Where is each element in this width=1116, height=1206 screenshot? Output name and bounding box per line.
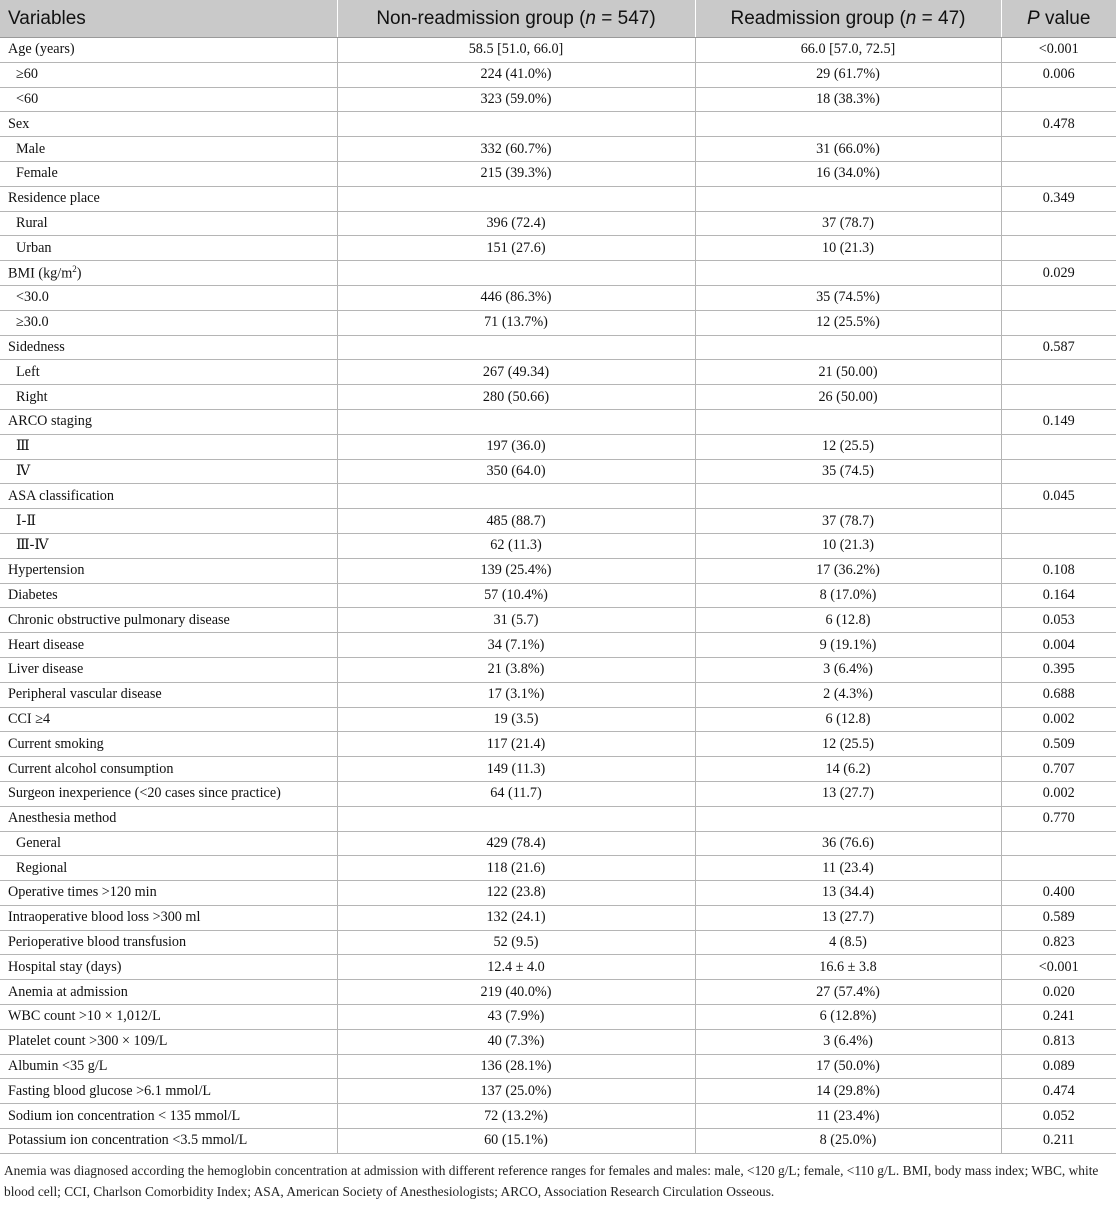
- table-row: [0, 930, 1116, 955]
- table-row: [0, 484, 1116, 509]
- readmission-value: 2 (4.3%): [695, 682, 1001, 707]
- readmission-value: [695, 186, 1001, 211]
- non-readmission-value: [337, 335, 695, 360]
- table-row: [0, 1104, 1116, 1129]
- readmission-value: 35 (74.5%): [695, 285, 1001, 310]
- table-row: [0, 335, 1116, 360]
- table-row: [0, 236, 1116, 261]
- readmission-value: [695, 261, 1001, 286]
- table-header-row: [0, 0, 1116, 38]
- non-readmission-value: 57 (10.4%): [337, 583, 695, 608]
- p-value: 0.004: [1001, 633, 1116, 658]
- row-label: Right: [0, 385, 337, 410]
- p-value: [1001, 533, 1116, 558]
- non-readmission-value: 58.5 [51.0, 66.0]: [337, 38, 695, 63]
- header-p-value: P value: [1001, 0, 1116, 38]
- readmission-value: 10 (21.3): [695, 236, 1001, 261]
- readmission-value: 16.6 ± 3.8: [695, 955, 1001, 980]
- non-readmission-value: 267 (49.34): [337, 360, 695, 385]
- readmission-value: 8 (25.0%): [695, 1129, 1001, 1154]
- non-readmission-value: 43 (7.9%): [337, 1005, 695, 1030]
- table-row: [0, 112, 1116, 137]
- table-row: [0, 881, 1116, 906]
- row-label: Intraoperative blood loss >300 ml: [0, 905, 337, 930]
- p-value: 0.002: [1001, 707, 1116, 732]
- table-row: [0, 409, 1116, 434]
- row-label: Ⅲ-Ⅳ: [0, 533, 337, 558]
- readmission-value: 37 (78.7): [695, 211, 1001, 236]
- non-readmission-value: 64 (11.7): [337, 781, 695, 806]
- non-readmission-value: [337, 806, 695, 831]
- row-label: Peripheral vascular disease: [0, 682, 337, 707]
- p-value: 0.006: [1001, 62, 1116, 87]
- p-value: 0.823: [1001, 930, 1116, 955]
- table-row: [0, 87, 1116, 112]
- readmission-value: [695, 484, 1001, 509]
- p-value: [1001, 87, 1116, 112]
- p-value: [1001, 385, 1116, 410]
- table-row: [0, 682, 1116, 707]
- row-label: ASA classification: [0, 484, 337, 509]
- row-label: <60: [0, 87, 337, 112]
- non-readmission-value: 350 (64.0): [337, 459, 695, 484]
- table-row: [0, 558, 1116, 583]
- non-readmission-value: 485 (88.7): [337, 509, 695, 534]
- row-label: Current alcohol consumption: [0, 757, 337, 782]
- table-row: [0, 38, 1116, 63]
- p-value: 0.149: [1001, 409, 1116, 434]
- p-value: 0.400: [1001, 881, 1116, 906]
- table-row: [0, 459, 1116, 484]
- readmission-value: 17 (36.2%): [695, 558, 1001, 583]
- row-label: Residence place: [0, 186, 337, 211]
- table-row: [0, 583, 1116, 608]
- table-row: [0, 707, 1116, 732]
- row-label: Platelet count >300 × 109/L: [0, 1029, 337, 1054]
- p-value: [1001, 434, 1116, 459]
- readmission-value: 4 (8.5): [695, 930, 1001, 955]
- p-value: 0.587: [1001, 335, 1116, 360]
- readmission-value: 17 (50.0%): [695, 1054, 1001, 1079]
- row-label: ≥30.0: [0, 310, 337, 335]
- row-label: Diabetes: [0, 583, 337, 608]
- non-readmission-value: 139 (25.4%): [337, 558, 695, 583]
- non-readmission-value: 122 (23.8): [337, 881, 695, 906]
- p-value: 0.045: [1001, 484, 1116, 509]
- table-row: [0, 509, 1116, 534]
- row-label: Fasting blood glucose >6.1 mmol/L: [0, 1079, 337, 1104]
- p-value: [1001, 236, 1116, 261]
- non-readmission-value: 71 (13.7%): [337, 310, 695, 335]
- non-readmission-value: 396 (72.4): [337, 211, 695, 236]
- table-footnote: Anemia was diagnosed according the hemoglobin concentration at admission with different reference ranges for females and males: male, <120 g/L; female, <110 g/L. BMI, body mass index; WBC, white blood cell; CCI, Charlson Comorbidity Index; ASA, American Society of Anesthesiologists; ARCO, Association Research Circulation Osseous.: [4, 1162, 1099, 1199]
- row-label: Sodium ion concentration < 135 mmol/L: [0, 1104, 337, 1129]
- readmission-value: 36 (76.6): [695, 831, 1001, 856]
- p-value: [1001, 310, 1116, 335]
- p-value: 0.053: [1001, 608, 1116, 633]
- non-readmission-value: 215 (39.3%): [337, 161, 695, 186]
- non-readmission-value: 280 (50.66): [337, 385, 695, 410]
- p-value: [1001, 509, 1116, 534]
- readmission-value: 21 (50.00): [695, 360, 1001, 385]
- header-readmission: Readmission group (n = 47): [695, 0, 1001, 38]
- table-row: [0, 1129, 1116, 1154]
- non-readmission-value: 429 (78.4): [337, 831, 695, 856]
- p-value: 0.020: [1001, 980, 1116, 1005]
- non-readmission-value: 224 (41.0%): [337, 62, 695, 87]
- readmission-value: 14 (6.2): [695, 757, 1001, 782]
- p-value: [1001, 161, 1116, 186]
- non-readmission-value: 52 (9.5): [337, 930, 695, 955]
- row-label: ≥60: [0, 62, 337, 87]
- table-row: [0, 955, 1116, 980]
- row-label: ARCO staging: [0, 409, 337, 434]
- non-readmission-value: 197 (36.0): [337, 434, 695, 459]
- non-readmission-value: 149 (11.3): [337, 757, 695, 782]
- row-label: Urban: [0, 236, 337, 261]
- table-row: [0, 757, 1116, 782]
- readmission-value: 3 (6.4%): [695, 657, 1001, 682]
- p-value: 0.108: [1001, 558, 1116, 583]
- p-value: 0.164: [1001, 583, 1116, 608]
- p-value: [1001, 856, 1116, 881]
- table-row: [0, 608, 1116, 633]
- row-label: Potassium ion concentration <3.5 mmol/L: [0, 1129, 337, 1154]
- readmission-value: 35 (74.5): [695, 459, 1001, 484]
- readmission-value: [695, 112, 1001, 137]
- row-label: WBC count >10 × 1,012/L: [0, 1005, 337, 1030]
- p-value: <0.001: [1001, 38, 1116, 63]
- table-row: [0, 186, 1116, 211]
- non-readmission-value: 12.4 ± 4.0: [337, 955, 695, 980]
- p-value: 0.395: [1001, 657, 1116, 682]
- table-row: [0, 980, 1116, 1005]
- row-label: Liver disease: [0, 657, 337, 682]
- readmission-value: 16 (34.0%): [695, 161, 1001, 186]
- row-label: Heart disease: [0, 633, 337, 658]
- non-readmission-value: 31 (5.7): [337, 608, 695, 633]
- readmission-value: 27 (57.4%): [695, 980, 1001, 1005]
- non-readmission-value: 132 (24.1): [337, 905, 695, 930]
- p-value: 0.474: [1001, 1079, 1116, 1104]
- table-row: [0, 1079, 1116, 1104]
- p-value: 0.813: [1001, 1029, 1116, 1054]
- p-value: 0.509: [1001, 732, 1116, 757]
- readmission-value: 18 (38.3%): [695, 87, 1001, 112]
- table-row: [0, 62, 1116, 87]
- p-value: 0.478: [1001, 112, 1116, 137]
- row-label: Current smoking: [0, 732, 337, 757]
- non-readmission-value: 219 (40.0%): [337, 980, 695, 1005]
- readmission-value: 10 (21.3): [695, 533, 1001, 558]
- row-label: Male: [0, 137, 337, 162]
- readmission-value: 11 (23.4%): [695, 1104, 1001, 1129]
- non-readmission-value: 332 (60.7%): [337, 137, 695, 162]
- readmission-value: 6 (12.8): [695, 707, 1001, 732]
- readmission-value: 26 (50.00): [695, 385, 1001, 410]
- table-body: [0, 38, 1116, 1154]
- row-label: BMI $(kg/m^2)$: [0, 261, 337, 286]
- readmission-value: 29 (61.7%): [695, 62, 1001, 87]
- table-row: [0, 261, 1116, 286]
- header-non-readmission: Non-readmission group (n = 547): [337, 0, 695, 38]
- table-row: [0, 434, 1116, 459]
- non-readmission-value: [337, 484, 695, 509]
- p-value: 0.089: [1001, 1054, 1116, 1079]
- row-label: General: [0, 831, 337, 856]
- non-readmission-value: 40 (7.3%): [337, 1029, 695, 1054]
- non-readmission-value: 137 (25.0%): [337, 1079, 695, 1104]
- table-row: [0, 137, 1116, 162]
- readmission-value: [695, 806, 1001, 831]
- table-row: [0, 781, 1116, 806]
- non-readmission-value: 446 (86.3%): [337, 285, 695, 310]
- p-value: [1001, 459, 1116, 484]
- table-row: [0, 285, 1116, 310]
- readmission-value: 8 (17.0%): [695, 583, 1001, 608]
- readmission-value: 37 (78.7): [695, 509, 1001, 534]
- non-readmission-value: 117 (21.4): [337, 732, 695, 757]
- row-label: Age (years): [0, 38, 337, 63]
- row-label: <30.0: [0, 285, 337, 310]
- row-label: Operative times >120 min: [0, 881, 337, 906]
- table-row: [0, 1054, 1116, 1079]
- table-row: [0, 385, 1116, 410]
- row-label: Regional: [0, 856, 337, 881]
- table-row: [0, 211, 1116, 236]
- row-label: Perioperative blood transfusion: [0, 930, 337, 955]
- non-readmission-value: [337, 261, 695, 286]
- row-label: Ⅳ: [0, 459, 337, 484]
- table-row: [0, 831, 1116, 856]
- p-value: [1001, 360, 1116, 385]
- readmission-value: 13 (34.4): [695, 881, 1001, 906]
- p-value: 0.241: [1001, 1005, 1116, 1030]
- p-value: <0.001: [1001, 955, 1116, 980]
- readmission-value: 12 (25.5): [695, 434, 1001, 459]
- row-label: Albumin <35 g/L: [0, 1054, 337, 1079]
- readmission-value: 12 (25.5): [695, 732, 1001, 757]
- p-value: 0.002: [1001, 781, 1116, 806]
- readmission-value: [695, 335, 1001, 360]
- non-readmission-value: 60 (15.1%): [337, 1129, 695, 1154]
- readmission-value: 6 (12.8%): [695, 1005, 1001, 1030]
- readmission-value: 12 (25.5%): [695, 310, 1001, 335]
- p-value: [1001, 831, 1116, 856]
- readmission-value: 6 (12.8): [695, 608, 1001, 633]
- table-row: [0, 161, 1116, 186]
- p-value: 0.688: [1001, 682, 1116, 707]
- table-row: [0, 633, 1116, 658]
- non-readmission-value: 17 (3.1%): [337, 682, 695, 707]
- p-value: 0.029: [1001, 261, 1116, 286]
- header-variables: Variables: [0, 0, 337, 38]
- row-label: Anemia at admission: [0, 980, 337, 1005]
- non-readmission-value: 118 (21.6): [337, 856, 695, 881]
- row-label: Female: [0, 161, 337, 186]
- p-value: 0.707: [1001, 757, 1116, 782]
- p-value: [1001, 137, 1116, 162]
- row-label: Sex: [0, 112, 337, 137]
- non-readmission-value: [337, 186, 695, 211]
- non-readmission-value: 323 (59.0%): [337, 87, 695, 112]
- p-value: 0.052: [1001, 1104, 1116, 1129]
- p-value: 0.211: [1001, 1129, 1116, 1154]
- table-row: [0, 1029, 1116, 1054]
- readmission-value: 13 (27.7): [695, 781, 1001, 806]
- readmission-value: 11 (23.4): [695, 856, 1001, 881]
- table-row: [0, 1005, 1116, 1030]
- non-readmission-value: 72 (13.2%): [337, 1104, 695, 1129]
- readmission-value: 13 (27.7): [695, 905, 1001, 930]
- p-value: 0.770: [1001, 806, 1116, 831]
- row-label: Rural: [0, 211, 337, 236]
- table-row: [0, 310, 1116, 335]
- non-readmission-value: 62 (11.3): [337, 533, 695, 558]
- p-value: [1001, 285, 1116, 310]
- row-label: Sidedness: [0, 335, 337, 360]
- readmission-value: 9 (19.1%): [695, 633, 1001, 658]
- readmission-value: 31 (66.0%): [695, 137, 1001, 162]
- row-label: Left: [0, 360, 337, 385]
- non-readmission-value: 21 (3.8%): [337, 657, 695, 682]
- row-label: Hospital stay (days): [0, 955, 337, 980]
- row-label: Hypertension: [0, 558, 337, 583]
- row-label: Chronic obstructive pulmonary disease: [0, 608, 337, 633]
- table-row: [0, 360, 1116, 385]
- non-readmission-value: 34 (7.1%): [337, 633, 695, 658]
- non-readmission-value: 19 (3.5): [337, 707, 695, 732]
- readmission-value: 14 (29.8%): [695, 1079, 1001, 1104]
- non-readmission-value: 151 (27.6): [337, 236, 695, 261]
- p-value: [1001, 211, 1116, 236]
- table-row: [0, 657, 1116, 682]
- non-readmission-value: [337, 112, 695, 137]
- row-label: Ⅲ: [0, 434, 337, 459]
- row-label: Anesthesia method: [0, 806, 337, 831]
- non-readmission-value: [337, 409, 695, 434]
- table-row: [0, 533, 1116, 558]
- non-readmission-value: 136 (28.1%): [337, 1054, 695, 1079]
- table-row: [0, 732, 1116, 757]
- readmission-value: 66.0 [57.0, 72.5]: [695, 38, 1001, 63]
- row-label: CCI ≥4: [0, 707, 337, 732]
- p-value: 0.349: [1001, 186, 1116, 211]
- row-label: Surgeon inexperience (<20 cases since practice): [0, 781, 337, 806]
- readmission-value: [695, 409, 1001, 434]
- readmission-value: 3 (6.4%): [695, 1029, 1001, 1054]
- table-row: [0, 856, 1116, 881]
- table-row: [0, 806, 1116, 831]
- table-row: [0, 905, 1116, 930]
- row-label: Ⅰ-Ⅱ: [0, 509, 337, 534]
- p-value: 0.589: [1001, 905, 1116, 930]
